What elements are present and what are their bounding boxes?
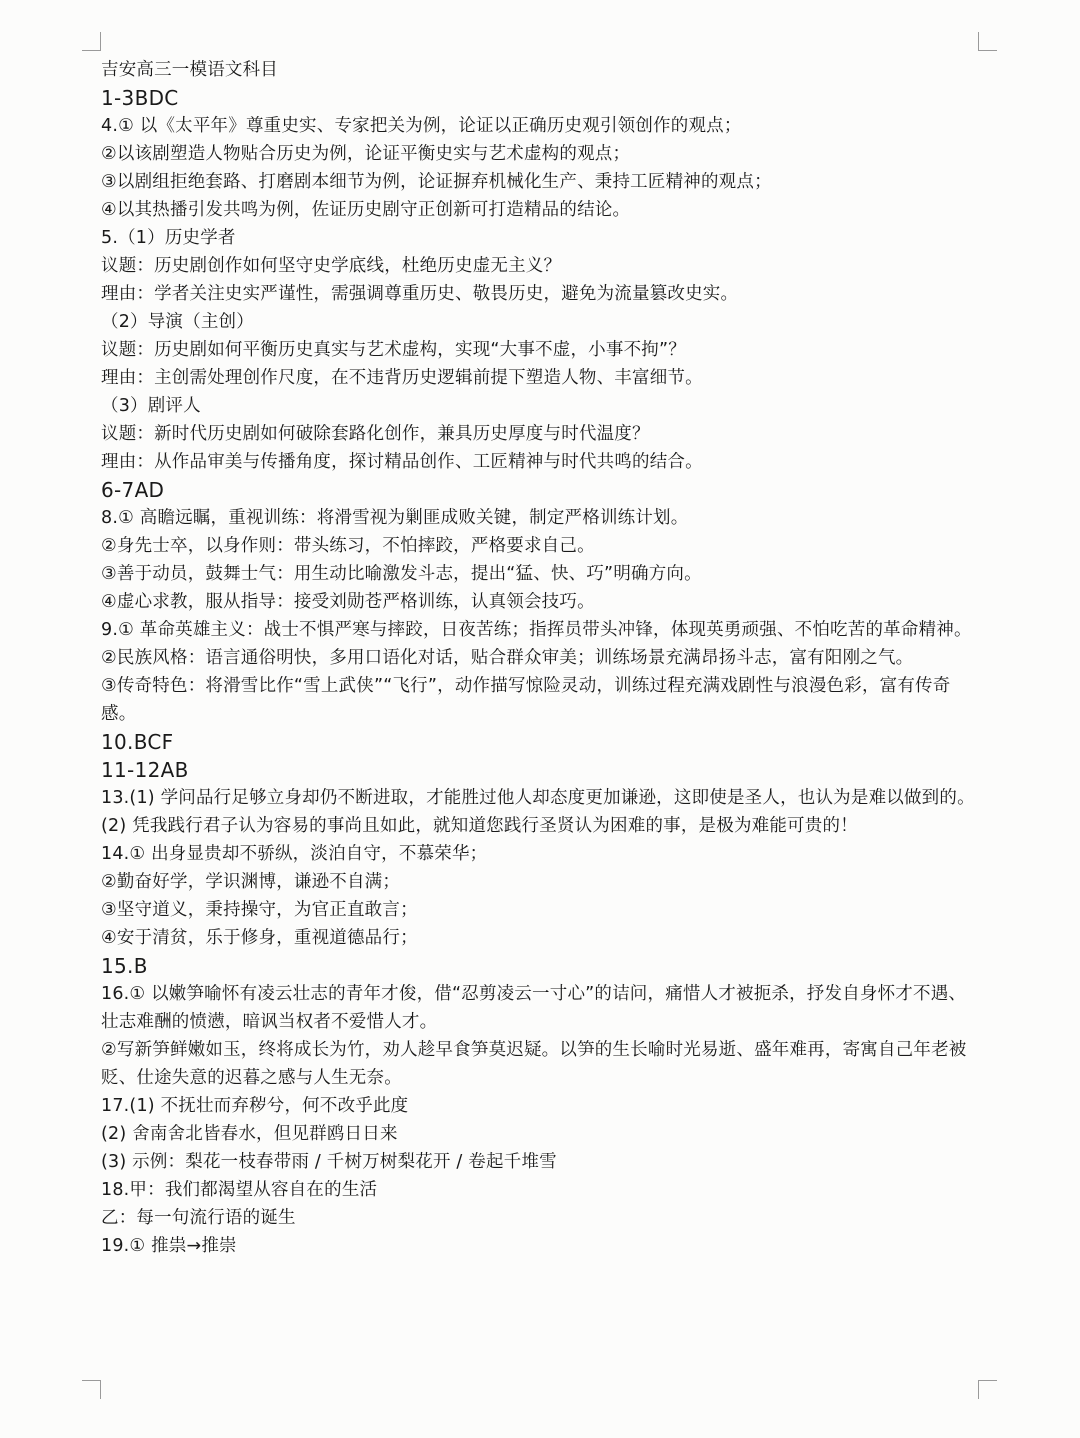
answer-line: 5.（1）历史学者 [101,228,236,248]
answer-line: 议题：历史剧创作如何坚守史学底线，杜绝历史虚无主义？ [101,256,562,276]
answer-line: 14.① 出身显贵却不骄纵，淡泊自守，不慕荣华； [101,844,488,864]
answer-line: 10.BCF [101,730,174,754]
answer-line: 1-3BDC [101,86,179,110]
answer-line: ③以剧组拒绝套路、打磨剧本细节为例，论证摒弃机械化生产、秉持工匠精神的观点； [101,172,772,192]
answer-line: （2）导演（主创） [101,312,254,332]
answer-line: (2) 舍南舍北皆春水，但见群鸥日日来 [101,1124,398,1144]
answer-line: 理由：学者关注史实严谨性，需强调尊重历史、敬畏历史，避免为流量篡改史实。 [101,284,739,304]
answer-line: 17.(1) 不抚壮而弃秽兮，何不改乎此度 [101,1096,409,1116]
answer-key-body [101,56,981,1260]
answer-line: ②民族风格：语言通俗明快，多用口语化对话，贴合群众审美；训练场景充满昂扬斗志，富有阳刚之气。 [101,648,914,668]
answer-line: ③善于动员，鼓舞士气：用生动比喻激发斗志，提出“猛、快、巧”明确方向。 [101,564,702,584]
answer-line: ②以该剧塑造人物贴合历史为例，论证平衡史实与艺术虚构的观点； [101,144,631,164]
answer-line: ④以其热播引发共鸣为例，佐证历史剧守正创新可打造精品的结论。 [101,200,631,220]
answer-line: (3) 示例：梨花一枝春带雨 / 千树万树梨花开 / 卷起千堆雪 [101,1152,557,1172]
answer-line: ②身先士卒，以身作则：带头练习，不怕摔跤，严格要求自己。 [101,536,595,556]
answer-line: 理由：主创需处理创作尺度，在不违背历史逻辑前提下塑造人物、丰富细节。 [101,368,703,388]
answer-line: 19.① 推祟→推崇 [101,1236,237,1256]
answer-line: 6-7AD [101,478,165,502]
answer-line: 11-12AB [101,758,189,782]
answer-line: ②写新笋鲜嫩如玉，终将成长为竹，劝人趁早食笋莫迟疑。以笋的生长喻时光易逝、盛年难再，寄寓自己年老被贬、仕途失意的迟暮之感与人生无奈。 [101,1040,967,1088]
answer-line: （3）剧评人 [101,396,201,416]
answer-line: 15.B [101,954,148,978]
answer-line: ③坚守道义，秉持操守，为官正直敢言； [101,900,418,920]
answer-line: (2) 凭我践行君子认为容易的事尚且如此，就知道您践行圣贤认为困难的事，是极为难能可贵的！ [101,816,858,836]
document-title: 吉安高三一模语文科目 [101,60,278,80]
answer-line: 13.(1) 学问品行足够立身却仍不断进取，才能胜过他人却态度更加谦逊，这即使是圣人，也认为是难以做到的。 [101,788,975,808]
crop-mark-bottom-left [82,1380,101,1399]
crop-mark-bottom-right [978,1380,997,1399]
answer-line: 乙：每一句流行语的诞生 [101,1208,296,1228]
answer-line: ④安于清贫，乐于修身，重视道德品行； [101,928,418,948]
answer-line: 16.① 以嫩笋喻怀有凌云壮志的青年才俊，借“忍剪凌云一寸心”的诘问，痛惜人才被扼杀，抒发自身怀才不遇、壮志难酬的愤懑，暗讽当权者不爱惜人才。 [101,984,967,1032]
answer-line: 4.① 以《太平年》尊重史实、专家把关为例，论证以正确历史观引领创作的观点； [101,116,742,136]
answer-line: ②勤奋好学，学识渊博，谦逊不自满； [101,872,401,892]
answer-line: ④虚心求教，服从指导：接受刘勋苍严格训练，认真领会技巧。 [101,592,595,612]
answer-line: 议题：历史剧如何平衡历史真实与艺术虚构，实现“大事不虚，小事不拘”？ [101,340,686,360]
crop-mark-top-right [978,32,997,51]
answer-line: 8.① 高瞻远瞩，重视训练：将滑雪视为剿匪成败关键，制定严格训练计划。 [101,508,689,528]
answer-line: 18.甲：我们都渴望从容自在的生活 [101,1180,378,1200]
crop-mark-top-left [82,32,101,51]
answer-line: 理由：从作品审美与传播角度，探讨精品创作、工匠精神与时代共鸣的结合。 [101,452,703,472]
answer-line: 议题：新时代历史剧如何破除套路化创作，兼具历史厚度与时代温度？ [101,424,650,444]
answer-line: 9.① 革命英雄主义：战士不惧严寒与摔跤，日夜苦练；指挥员带头冲锋，体现英勇顽强、不怕吃苦的革命精神。 [101,620,972,640]
answer-line: ③传奇特色：将滑雪比作“雪上武侠”“飞行”，动作描写惊险灵动，训练过程充满戏剧性与浪漫色彩，富有传奇感。 [101,676,951,724]
